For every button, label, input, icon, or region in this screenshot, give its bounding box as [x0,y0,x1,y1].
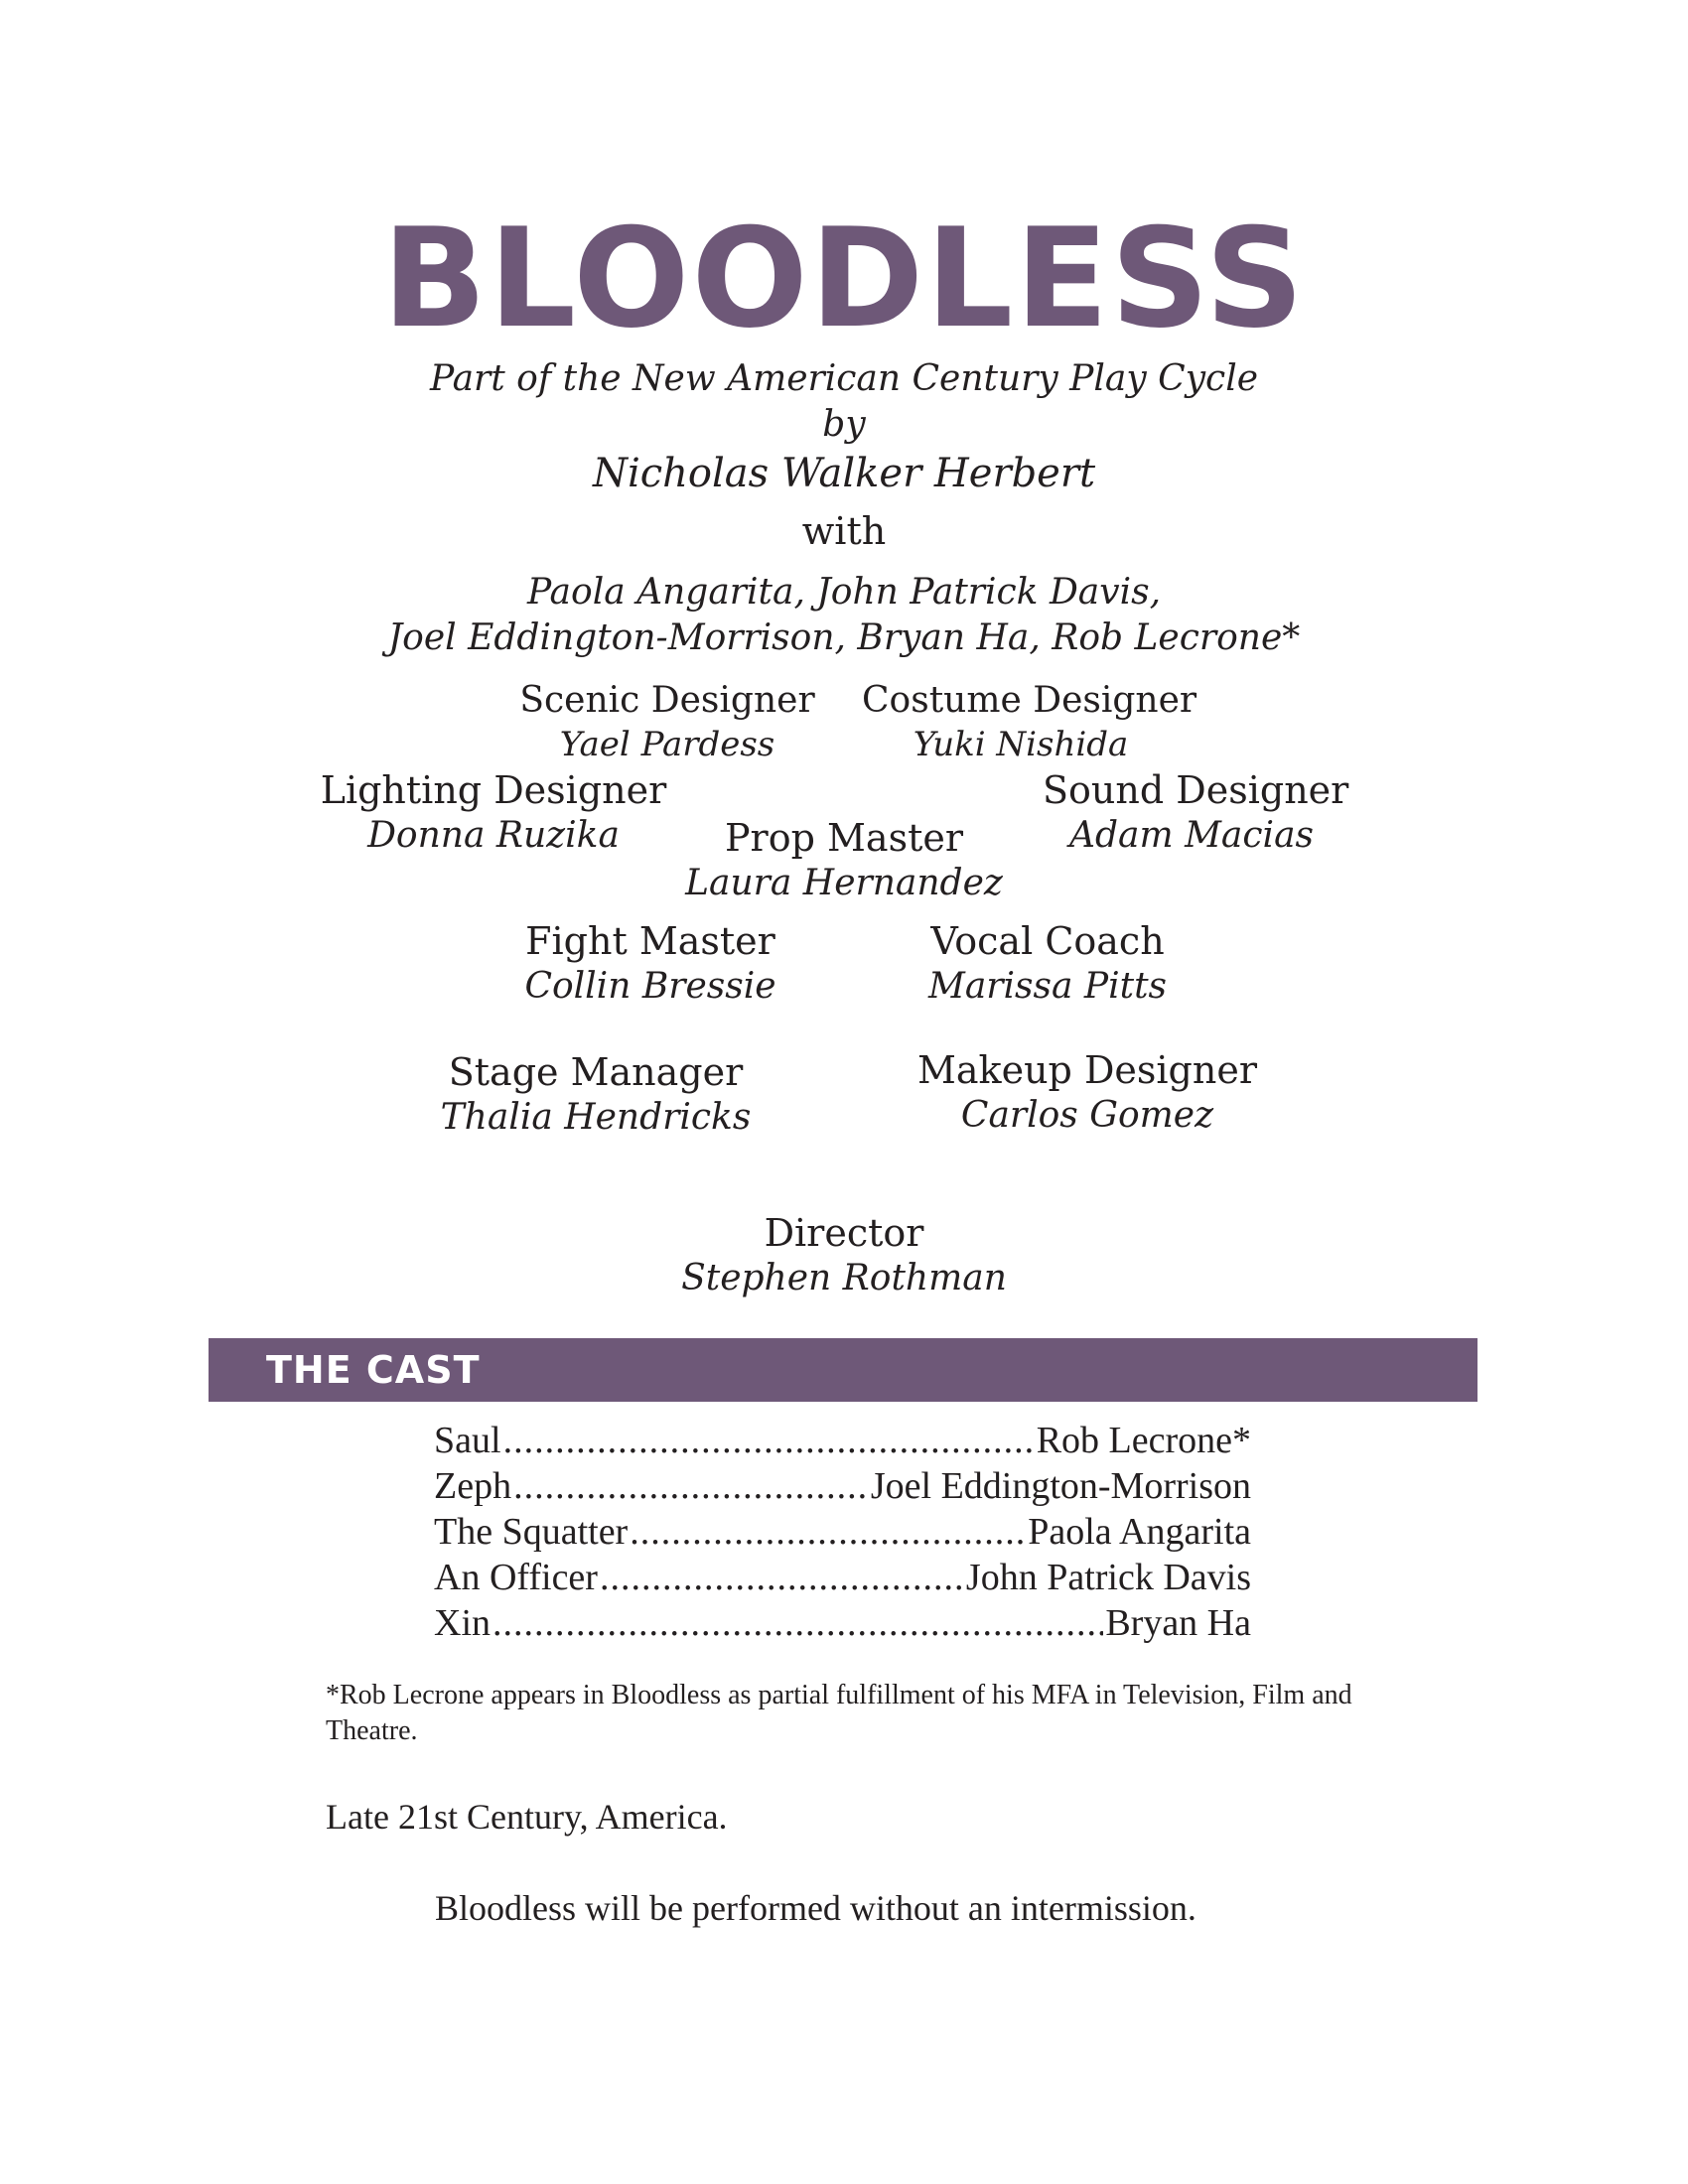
credit-name-director: Stephen Rothman [681,1258,1007,1298]
credit-name-sound: Adam Macias [1068,815,1315,856]
credit-name-vocal: Marissa Pitts [927,966,1168,1007]
cast-list [434,1418,1251,1646]
cast-heading-bar [209,1338,1477,1402]
credit-role-fight: Fight Master [525,919,775,963]
cast-actor: Rob Lecrone* [1036,1420,1251,1461]
cast-actor: Paola Angarita [1028,1511,1251,1553]
dot-leader [503,1418,1035,1463]
cast-character: An Officer [434,1557,598,1598]
credit-role-makeup: Makeup Designer [916,1048,1258,1092]
cast-character: Xin [434,1602,491,1644]
cast-row [434,1509,1251,1555]
credit-role-vocal: Vocal Coach [930,919,1165,963]
cast-actor: Bryan Ha [1105,1602,1251,1644]
dot-leader [630,1509,1026,1555]
credit-role-scenic: Scenic Designer [519,680,815,721]
play-title: BLOODLESS [381,199,1307,358]
cast-actor: Joel Eddington-Morrison [870,1465,1251,1507]
credit-name-makeup: Carlos Gomez [960,1095,1214,1136]
credit-name-stage: Thalia Hendricks [440,1097,752,1138]
credit-role-prop: Prop Master [724,816,963,860]
cast-character: Zeph [434,1465,512,1507]
playwright-name: Nicholas Walker Herbert [592,451,1096,496]
credit-role-costume: Costume Designer [862,680,1197,721]
cast-footnote: *Rob Lecrone appears in Bloodless as partial fulfillment of his MFA in Television, Film and Theatre. [326,1680,1352,1746]
cast-row [434,1418,1251,1463]
credit-name-scenic: Yael Pardess [559,725,775,764]
dot-leader [513,1463,869,1509]
ensemble-line-2: Joel Eddington-Morrison, Bryan Ha, Rob Lecrone* [387,617,1301,658]
dot-leader [492,1600,1103,1646]
cast-row [434,1600,1251,1646]
credit-name-fight: Collin Bressie [524,966,776,1007]
by-label: by [822,404,866,445]
cast-character: Saul [434,1420,501,1461]
credit-role-sound: Sound Designer [1043,768,1349,812]
cast-row [434,1463,1251,1509]
with-label: with [801,509,887,553]
credit-name-prop: Laura Hernandez [685,863,1003,903]
play-subtitle: Part of the New American Century Play Cycle [429,358,1259,399]
cast-row [434,1555,1251,1600]
cast-actor: John Patrick Davis [965,1557,1251,1598]
setting-note: Late 21st Century, America. [326,1797,728,1837]
cast-heading: THE CAST [266,1348,481,1392]
ensemble-line-1: Paola Angarita, John Patrick Davis, [526,572,1162,613]
credit-name-lighting: Donna Ruzika [367,815,620,856]
credit-role-lighting: Lighting Designer [320,768,667,812]
credit-role-director: Director [764,1211,924,1255]
intermission-note: Bloodless will be performed without an intermission. [435,1888,1196,1928]
credit-role-stage: Stage Manager [448,1050,744,1094]
dot-leader [600,1555,964,1600]
cast-character: The Squatter [434,1511,629,1553]
credit-name-costume: Yuki Nishida [913,725,1129,764]
